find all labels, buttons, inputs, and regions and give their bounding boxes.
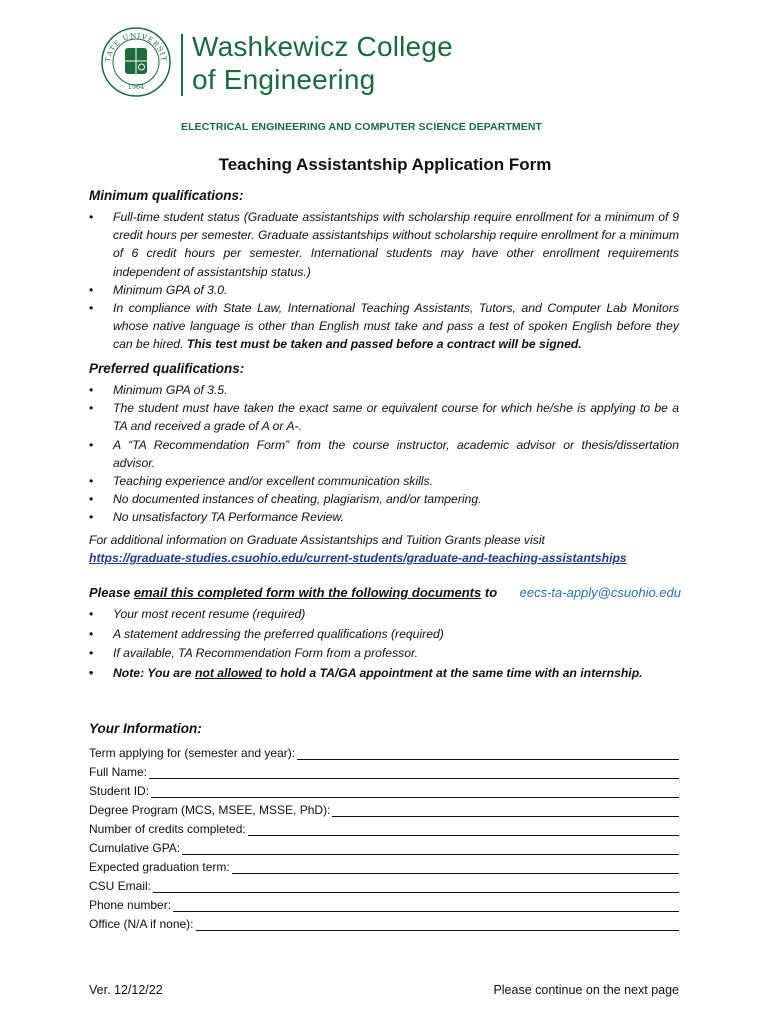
applicant-fields (89, 741, 679, 931)
list-item: • The student must have taken the exact same or equivalent course for which he/she is applying to be a TA and received a grade of A or A-. (89, 399, 679, 435)
internship-note: • Note: You are not allowed to hold a TA/GA appointment at the same time with an internship. (89, 664, 679, 684)
term-input-line[interactable] (297, 746, 679, 760)
page-title: Teaching Assistantship Application Form (218, 155, 552, 174)
graduation-term-input-line[interactable] (232, 860, 679, 874)
college-name (192, 30, 453, 96)
list-item: • A “TA Recommendation Form” from the course instructor, academic advisor or thesis/dissertation advisor. (89, 436, 679, 472)
gpa-input-line[interactable] (182, 841, 679, 855)
college-name-line1: Washkewicz College (192, 31, 453, 62)
contract-warning: This test must be taken and passed before a contract will be signed. (186, 337, 582, 352)
minimum-list (89, 208, 679, 354)
list-item: • A statement addressing the preferred qualifications (required) (89, 625, 679, 645)
credits-input-line[interactable] (248, 822, 679, 836)
student-id-field: Student ID: (89, 779, 679, 798)
list-item: • Teaching experience and/or excellent communication skills. (89, 472, 679, 490)
email-instructions (89, 585, 681, 600)
email-instruction-underlined: email this completed form with the following documents (133, 585, 482, 600)
gpa-field: Cumulative GPA: (89, 836, 679, 855)
list-item: • In compliance with State Law, International Teaching Assistants, Tutors, and Computer Lab Monitors whose native language is other than English must take and pass a test of spoken English before they can be hired. This test must be taken and passed before a contract will be signed. (89, 299, 679, 354)
term-field: Term applying for (semester and year): (89, 741, 679, 760)
submission-email-link[interactable]: eecs-ta-apply@csuohio.edu (519, 585, 681, 600)
email-please: Please (89, 585, 134, 600)
logo-divider (181, 34, 183, 96)
continue-note: Please continue on the next page (493, 983, 679, 997)
preferred-heading: Preferred qualifications: (89, 361, 245, 376)
email-to: to (481, 585, 498, 600)
office-field: Office (N/A if none): (89, 912, 679, 931)
version-label: Ver. 12/12/22 (89, 983, 163, 997)
university-seal (100, 26, 172, 98)
phone-input-line[interactable] (173, 898, 679, 912)
seal-year: 1964 (127, 83, 145, 91)
college-name-line2: of Engineering (192, 64, 376, 95)
your-info-heading: Your Information: (89, 721, 202, 736)
seal-top-text: TATE UNIVERSIT (104, 31, 169, 63)
office-input-line[interactable] (196, 917, 680, 931)
list-item: • Minimum GPA of 3.0. (89, 281, 679, 299)
csu-email-field: CSU Email: (89, 874, 679, 893)
list-item: • If available, TA Recommendation Form from a professor. (89, 644, 679, 664)
student-id-input-line[interactable] (151, 784, 679, 798)
preferred-list (89, 381, 679, 527)
credits-field: Number of credits completed: (89, 817, 679, 836)
graduate-studies-link[interactable]: https://graduate-studies.csuohio.edu/current-students/graduate-and-teaching-assistantships (89, 551, 627, 565)
phone-field: Phone number: (89, 893, 679, 912)
list-item: • No documented instances of cheating, plagiarism, and/or tampering. (89, 490, 679, 508)
full-name-input-line[interactable] (149, 765, 679, 779)
department-name: ELECTRICAL ENGINEERING AND COMPUTER SCIENCE DEPARTMENT (181, 121, 543, 133)
list-item: • Full-time student status (Graduate assistantships with scholarship require enrollment for a minimum of 9 credit hours per semester. Graduate assistantships without scholarship require enrollment for a minimum of 6 credit hours per semester. International students may have other enrollment requirements independent of assistantship status.) (89, 208, 679, 281)
graduation-term-field: Expected graduation term: (89, 855, 679, 874)
documents-list (89, 605, 679, 683)
list-item: • Minimum GPA of 3.5. (89, 381, 679, 399)
degree-program-field: Degree Program (MCS, MSEE, MSSE, PhD): (89, 798, 679, 817)
full-name-field: Full Name: (89, 760, 679, 779)
list-item: • Your most recent resume (required) (89, 605, 679, 625)
additional-info-text: For additional information on Graduate Assistantships and Tuition Grants please visit (89, 533, 545, 547)
degree-program-input-line[interactable] (332, 803, 679, 817)
minimum-heading: Minimum qualifications: (89, 188, 244, 203)
list-item: • No unsatisfactory TA Performance Review. (89, 508, 679, 526)
additional-info (89, 531, 679, 567)
csu-email-input-line[interactable] (153, 879, 679, 893)
